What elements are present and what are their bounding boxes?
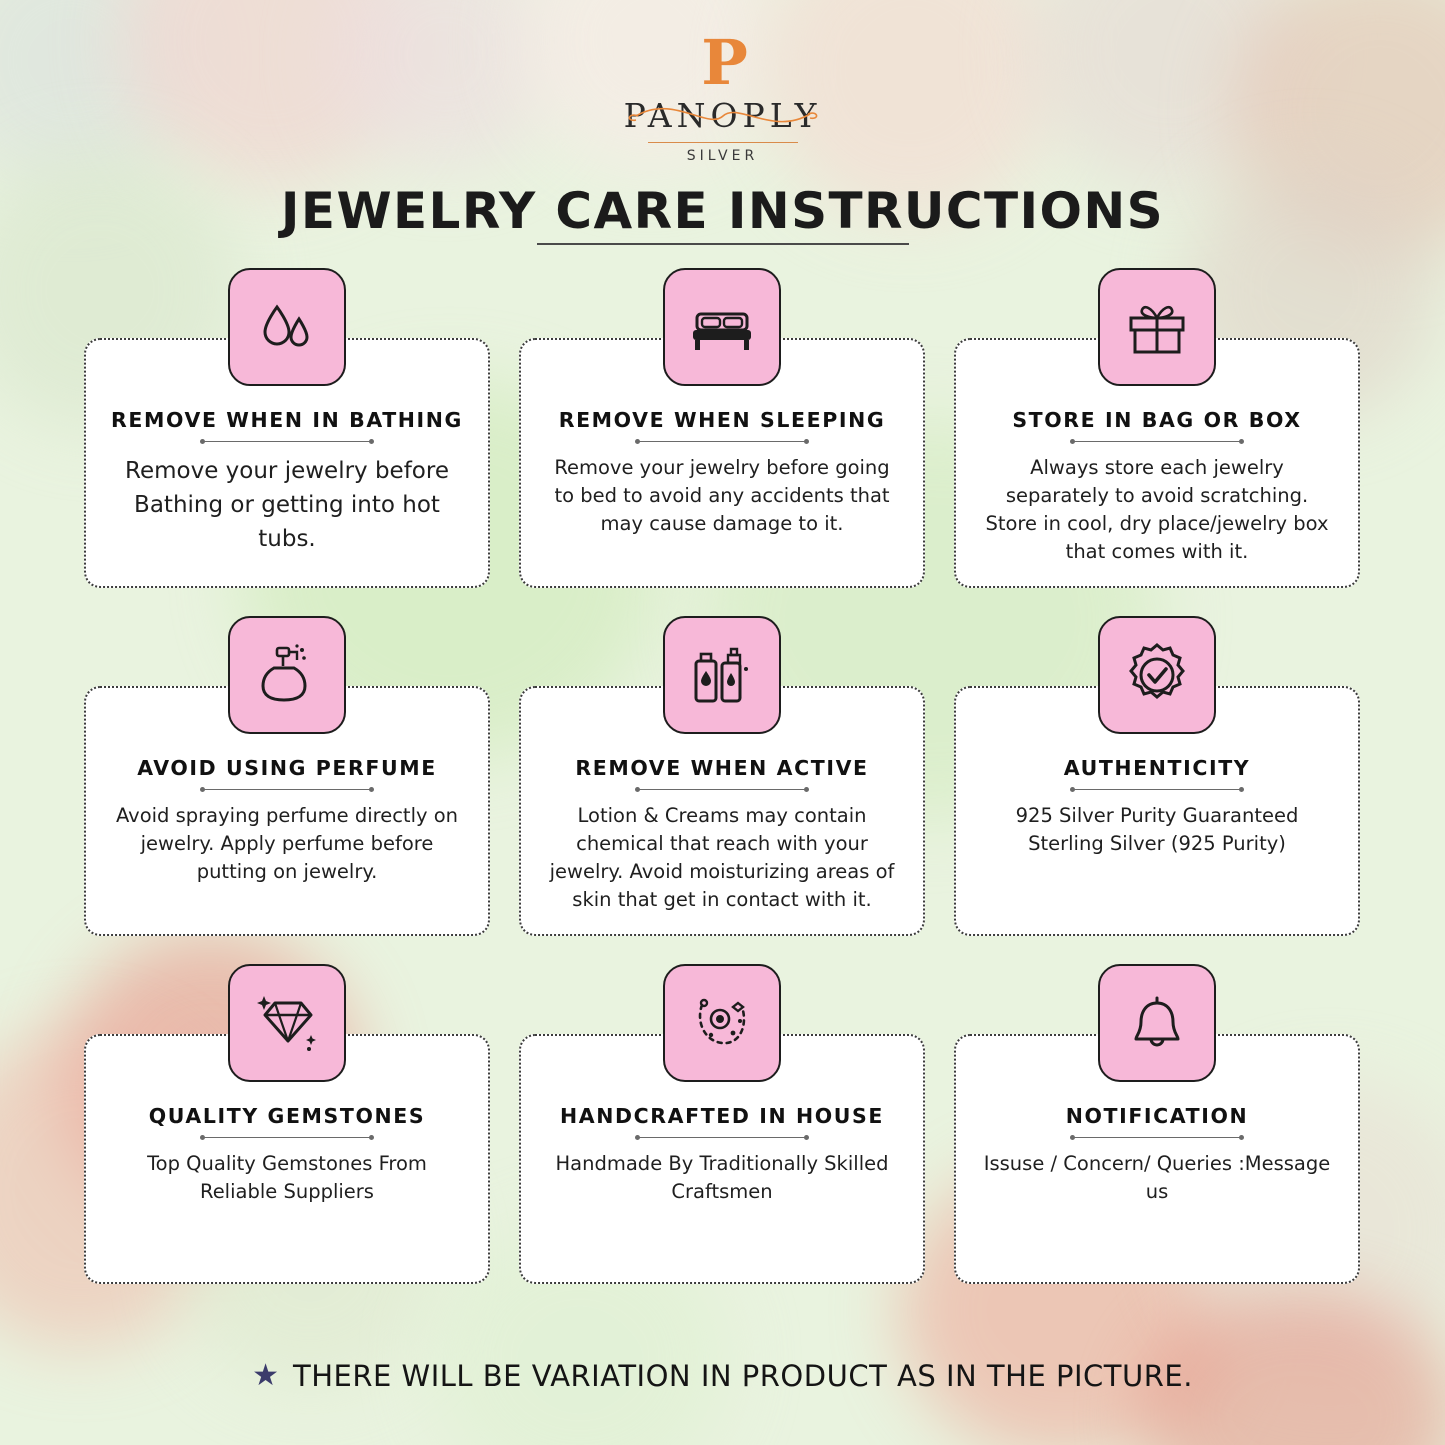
water-drops-icon	[228, 268, 346, 386]
card-body: Remove your jewelry before going to bed to avoid any accidents that may cause damage to it.	[554, 456, 890, 535]
star-icon: ★	[252, 1358, 279, 1393]
card-body: Handmade By Traditionally Skilled Craftsmen	[555, 1152, 889, 1203]
care-card	[519, 268, 925, 588]
bed-icon	[663, 268, 781, 386]
care-card	[84, 268, 490, 588]
brand-mark: P	[701, 26, 744, 99]
footer-text: THERE WILL BE VARIATION IN PRODUCT AS IN THE PICTURE.	[292, 1359, 1193, 1393]
card-title-divider	[204, 441, 370, 442]
care-card	[954, 616, 1360, 936]
perfume-bottle-icon	[228, 616, 346, 734]
diamond-icon	[228, 964, 346, 1082]
card-title-divider	[1074, 441, 1240, 442]
card-title: AVOID USING PERFUME	[137, 756, 437, 780]
card-body: Issuse / Concern/ Queries :Message us	[983, 1152, 1331, 1203]
card-title: NOTIFICATION	[1065, 1104, 1249, 1128]
care-instructions-grid	[84, 268, 1361, 1284]
card-title-divider	[204, 1137, 370, 1138]
brand-divider	[648, 142, 798, 143]
card-title-divider	[639, 441, 805, 442]
care-card	[84, 616, 490, 936]
card-body: Always store each jewelry separately to avoid scratching. Store in cool, dry place/jewelry box that comes with it.	[985, 456, 1329, 563]
card-title-divider	[1074, 789, 1240, 790]
card-title: STORE IN BAG OR BOX	[1012, 408, 1302, 432]
bell-icon	[1098, 964, 1216, 1082]
care-card	[84, 964, 490, 1284]
card-title: HANDCRAFTED IN HOUSE	[560, 1104, 884, 1128]
verified-badge-icon	[1098, 616, 1216, 734]
card-body: Avoid spraying perfume directly on jewelry. Apply perfume before putting on jewelry.	[115, 804, 459, 883]
card-body: 925 Silver Purity Guaranteed Sterling Silver (925 Purity)	[1015, 804, 1299, 855]
care-card	[954, 268, 1360, 588]
necklace-icon	[663, 964, 781, 1082]
card-title: REMOVE WHEN IN BATHING	[111, 408, 463, 432]
card-title-divider	[204, 789, 370, 790]
card-title: REMOVE WHEN SLEEPING	[558, 408, 886, 432]
card-body: Lotion & Creams may contain chemical that reach with your jewelry. Avoid moisturizing areas of skin that get in contact with it.	[549, 804, 895, 911]
care-card	[519, 964, 925, 1284]
card-title: QUALITY GEMSTONES	[148, 1104, 426, 1128]
card-body: Top Quality Gemstones From Reliable Suppliers	[147, 1152, 427, 1203]
gift-box-icon	[1098, 268, 1216, 386]
brand-name: PANOPLY	[623, 96, 822, 135]
page-title: JEWELRY CARE INSTRUCTIONS	[280, 182, 1165, 240]
title-divider	[537, 243, 909, 245]
brand-logo	[0, 26, 1445, 164]
care-card	[519, 616, 925, 936]
card-title: AUTHENTICITY	[1063, 756, 1251, 780]
card-body: Remove your jewelry before Bathing or getting into hot tubs.	[125, 458, 449, 552]
brand-subtitle: SILVER	[686, 148, 759, 164]
card-title-divider	[639, 1137, 805, 1138]
lotion-tubes-icon	[663, 616, 781, 734]
footer-note	[0, 1359, 1445, 1393]
card-title: REMOVE WHEN ACTIVE	[575, 756, 869, 780]
care-card	[954, 964, 1360, 1284]
card-title-divider	[639, 789, 805, 790]
card-title-divider	[1074, 1137, 1240, 1138]
